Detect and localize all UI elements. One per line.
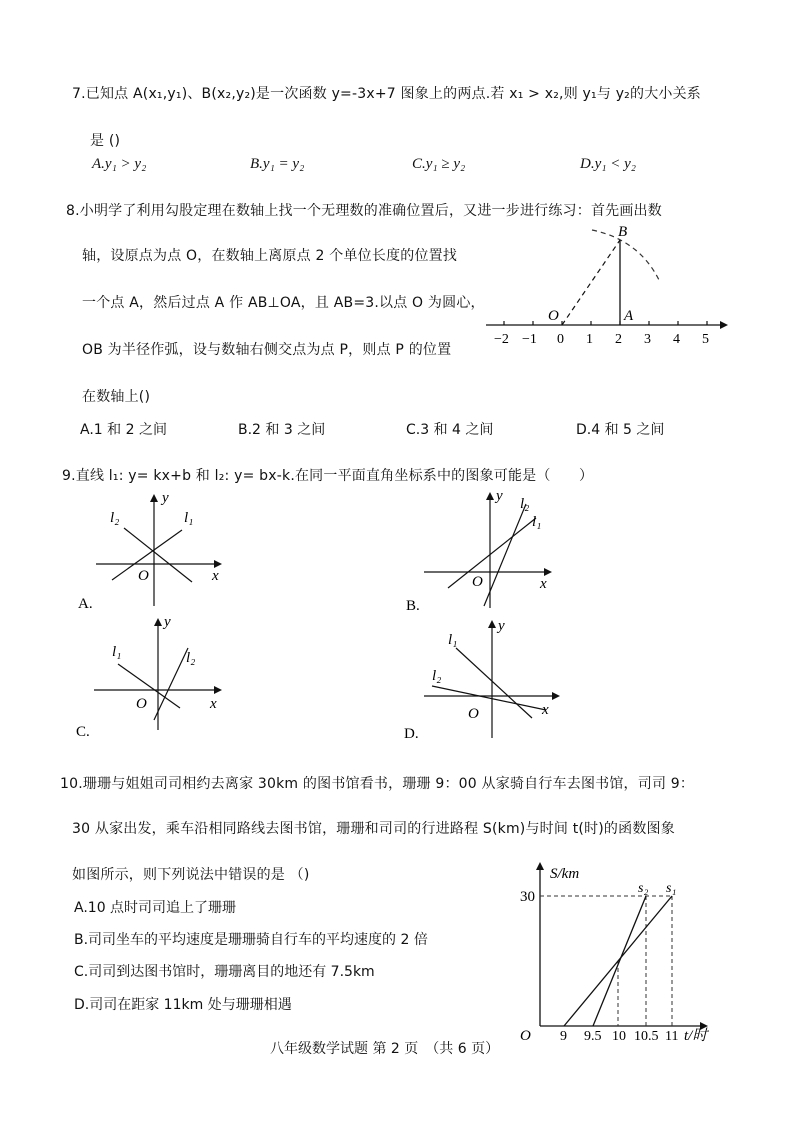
- y-axis-arrow: [486, 492, 494, 500]
- q9-graph-c: [74, 612, 234, 742]
- label-s2: s₂: [638, 881, 649, 896]
- q8-line-5: 在数轴上(): [82, 389, 151, 405]
- q8-tick-label: 3: [644, 332, 651, 347]
- q9-stem: 9.直线 l₁: y= kx+b 和 l₂: y= bx-k.在同一平面直角坐标系中的图象可能是（ ）: [62, 468, 594, 484]
- q10-line-3: 如图所示，则下列说法中错误的是 （): [72, 867, 310, 883]
- q9-graph-b: [404, 488, 574, 616]
- q8-tick-label: 2: [615, 332, 622, 347]
- q8-line-1: 8.小明学了利用勾股定理在数轴上找一个无理数的准确位置后，又进一步进行练习：首先画出数: [66, 203, 662, 219]
- x-axis-arrow: [214, 560, 222, 568]
- q8-option-a: A.1 和 2 之间: [80, 422, 167, 438]
- y-axis-arrow: [154, 618, 162, 626]
- q10-option-d: D.司司在距家 11km 处与珊珊相遇: [74, 997, 292, 1013]
- q8-tick-label: 1: [586, 332, 593, 347]
- q10-option-a: A.10 点时司司追上了珊珊: [74, 900, 237, 916]
- s-axis-label: S/km: [550, 866, 580, 882]
- q7-option-c: C.y₁ ≥ y₂: [412, 156, 466, 172]
- y-label: y: [498, 618, 505, 634]
- q7-option-b: B.y₁ = y₂: [250, 156, 305, 172]
- t-tick-label: 10: [612, 1029, 626, 1044]
- t-tick-label: 9: [560, 1029, 567, 1044]
- x-axis-arrow: [214, 686, 222, 694]
- q8-line-4: OB 为半径作弧，设与数轴右侧交点为点 P，则点 P 的位置: [82, 342, 452, 358]
- q9-graph-d: [402, 614, 572, 744]
- q8-tick-label: −1: [522, 332, 537, 347]
- q8-axis-arrow: [720, 321, 728, 329]
- q10-distance-time-graph: [490, 858, 730, 1050]
- origin-label: O: [472, 574, 483, 590]
- y-label: y: [162, 490, 169, 506]
- q10-line-1: 10.珊珊与姐姐司司相约去离家 30km 的图书馆看书，珊珊 9：00 从家骑自行车去图书馆，司司 9：: [60, 776, 695, 792]
- label-l2: l₂: [520, 496, 530, 512]
- q8-number-line-figure: [480, 222, 740, 347]
- line-s2: [593, 896, 646, 1026]
- origin-label: O: [520, 1028, 531, 1044]
- label-l1: l₁: [532, 514, 542, 530]
- t-axis-label: t/时: [684, 1028, 708, 1044]
- origin-label: O: [468, 706, 479, 722]
- label-l2: l₂: [432, 668, 442, 684]
- x-label: x: [542, 702, 549, 718]
- q8-segment-ob: [562, 240, 620, 325]
- q8-point-o-label: O: [548, 308, 559, 324]
- q7-stem: 7.已知点 A(x₁,y₁)、B(x₂,y₂)是一次函数 y=-3x+7 图象上的两点.若 x₁ > x₂,则 y₁与 y₂的大小关系: [72, 86, 701, 102]
- line-l2: [432, 686, 546, 710]
- x-axis-arrow: [552, 692, 560, 700]
- y-axis-arrow: [488, 620, 496, 628]
- q8-tick-label: −2: [494, 332, 509, 347]
- dashed-guides: [540, 896, 672, 1026]
- label-s1: s₁: [666, 881, 677, 896]
- q8-point-b-label: B: [618, 224, 628, 240]
- q7-option-a: A.y₁ > y₂: [92, 156, 147, 172]
- q8-point-a-label: A: [624, 308, 634, 324]
- q8-option-b: B.2 和 3 之间: [238, 422, 326, 438]
- q8-tick-label: 4: [673, 332, 680, 347]
- q8-line-3: 一个点 A，然后过点 A 作 AB⊥OA，且 AB=3.以点 O 为圆心，: [82, 295, 485, 311]
- t-tick-label: 10.5: [634, 1029, 659, 1044]
- q10-option-c: C.司司到达图书馆时，珊珊离目的地还有 7.5km: [74, 964, 375, 980]
- q8-tick-label: 0: [557, 332, 564, 347]
- q7-stem-cont: 是 (): [90, 133, 121, 149]
- line-l2: [154, 648, 188, 720]
- q8-option-d: D.4 和 5 之间: [576, 422, 665, 438]
- x-label: x: [540, 576, 547, 592]
- t-tick-label: 11: [665, 1029, 679, 1044]
- x-label: x: [210, 696, 217, 712]
- q10-option-b: B.司司坐车的平均速度是珊珊骑自行车的平均速度的 2 倍: [74, 932, 428, 948]
- label-l1: l₁: [448, 632, 458, 648]
- q8-line-2: 轴，设原点为点 O，在数轴上离原点 2 个单位长度的位置找: [82, 248, 458, 264]
- q8-option-c: C.3 和 4 之间: [406, 422, 494, 438]
- option-letter: B.: [406, 598, 420, 614]
- t-tick-label: 9.5: [584, 1029, 602, 1044]
- y-tick-30: 30: [520, 889, 535, 905]
- x-label: x: [212, 568, 219, 584]
- origin-label: O: [138, 568, 149, 584]
- label-l1: l₁: [112, 644, 122, 660]
- label-l2: l₂: [110, 510, 120, 526]
- line-l2: [124, 528, 192, 582]
- y-axis-arrow: [150, 494, 158, 502]
- q8-tick-label: 5: [702, 332, 709, 347]
- y-label: y: [164, 614, 171, 630]
- option-letter: D.: [404, 726, 419, 742]
- q10-line-2: 30 从家出发，乘车沿相同路线去图书馆，珊珊和司司的行进路程 S(km)与时间 t(时)的函数图象: [72, 821, 675, 837]
- option-letter: A.: [78, 596, 93, 612]
- label-l1: l₁: [184, 510, 194, 526]
- s-axis-arrow: [536, 862, 544, 870]
- line-l1: [448, 518, 536, 588]
- page-footer: 八年级数学试题 第 2 页 （共 6 页）: [270, 1041, 500, 1057]
- q9-graph-a: [74, 488, 234, 616]
- q7-option-d: D.y₁ < y₂: [580, 156, 636, 172]
- x-axis-arrow: [544, 568, 552, 576]
- origin-label: O: [136, 696, 147, 712]
- option-letter: C.: [76, 724, 90, 740]
- y-label: y: [496, 488, 503, 504]
- label-l2: l₂: [186, 650, 196, 666]
